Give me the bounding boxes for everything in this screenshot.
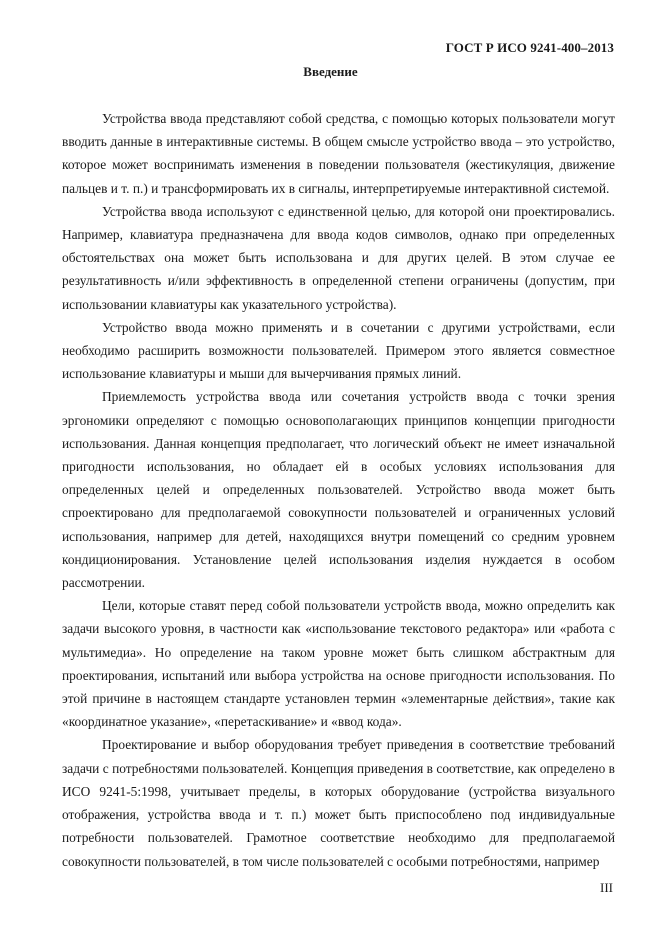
paragraph: Устройства ввода представляют собой средства, с помощью которых пользователи могут вводить данные в интерактивные системы. В общем смысле устройство ввода – это устройство, которое может воспринимать изменения в поведении пользователя (жестикуляция, движение пальцев и т. п.) и трансформировать их в сигналы, интерпретируемые интерактивной системой. <box>62 111 615 196</box>
paragraph: Проектирование и выбор оборудования требует приведения в соответствие требований задачи с потребностями пользователей. Концепция приведения в соответствие, как определено в ИСО 9241-5:1998, учитывает пределы, в которых оборудование (устройства визуального отображения, устройства ввода и т. п.) может быть приспособлено под индивидуальные потребности пользователей. Грамотное соответствие необходимо для предполагаемой совокупности пользователей, в том числе пользователей с особыми потребностями, например <box>62 737 615 869</box>
paragraph: Цели, которые ставят перед собой пользователи устройств ввода, можно определить как задачи высокого уровня, в частности как «использование текстового редактора» или «работа с мультимедиа». Но определение на таком уровне может быть слишком абстрактным для проектирования, испытаний или выбора устройства на основе пригодности использования. По этой причине в настоящем стандарте установлен термин «элементарные действия», такие как «координатное указание», «перетаскивание» и «ввод кода». <box>62 598 615 730</box>
standard-id-header: ГОСТ Р ИСО 9241-400–2013 <box>445 40 614 55</box>
body-text <box>62 107 615 873</box>
page-number: III <box>600 880 613 895</box>
paragraph: Устройства ввода используют с единственной целью, для которой они проектировались. Например, клавиатура предназначена для ввода кодов символов, однако при определенных обстоятельствах она может быть использована и для других целей. В этом случае ее результативность и/или эффективность в определенной степени ограничены (допустим, при использовании клавиатуры как указательного устройства). <box>62 203 615 312</box>
paragraph: Приемлемость устройства ввода или сочетания устройств ввода с точки зрения эргономики определяют с помощью основополагающих принципов концепции пригодности использования. Данная концепция предполагает, что логический объект не имеет изначальной пригодности использования, но обладает ей в особых условиях использования для определенных целей и определенных пользователей. Устройство ввода может быть спроектировано для предполагаемой совокупности пользователей и ограниченных условий использования, например для детей, находящихся внутри помещений со средним уровнем кондиционирования. Установление целей использования изделия нуждается в особом рассмотрении. <box>62 389 615 591</box>
paragraph: Устройство ввода можно применять и в сочетании с другими устройствами, если необходимо расширить возможности пользователей. Примером этого является совместное использование клавиатуры и мыши для вычерчивания прямых линий. <box>62 319 615 382</box>
section-title: Введение <box>303 64 358 79</box>
